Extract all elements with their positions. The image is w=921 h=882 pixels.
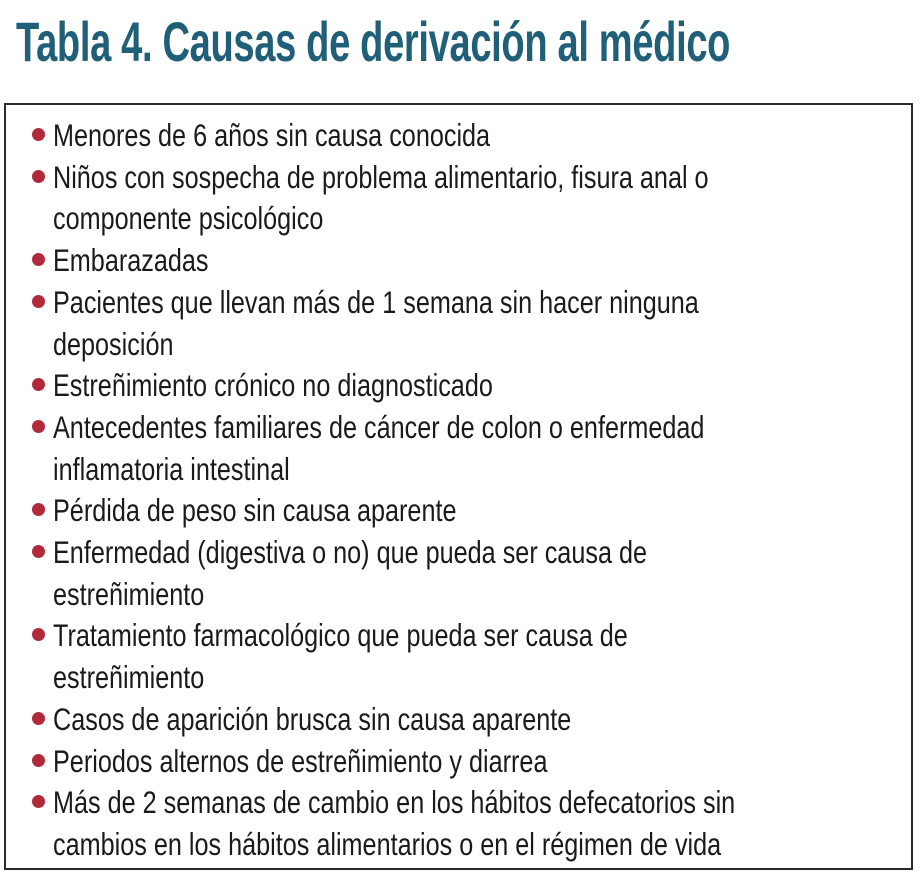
list-item [30, 532, 921, 615]
list-item-line: Periodos alternos de estreñimiento y diarrea [53, 742, 548, 779]
bullet-icon [32, 754, 45, 767]
bullet-icon [32, 712, 45, 725]
list-item [30, 615, 921, 698]
list-item-line: Menores de 6 años sin causa conocida [53, 117, 491, 153]
list-item-line: componente psicológico [53, 200, 324, 237]
list-item-line: Embarazadas [53, 242, 209, 279]
list-item-line: deposición [53, 325, 174, 362]
list-item-line: Casos de aparición brusca sin causa aparente [53, 700, 572, 737]
list-item-line: inflamatoria intestinal [53, 450, 290, 487]
list-item-text [53, 532, 893, 615]
bullet-icon [32, 503, 45, 516]
list-item-text [53, 115, 893, 157]
bullet-icon [32, 295, 45, 308]
list-item-line: estreñimiento [53, 575, 205, 612]
bullet-icon [32, 253, 45, 266]
list-item-line: Pérdida de peso sin causa aparente [53, 492, 457, 529]
list-item [30, 157, 921, 240]
list-item-line: cambios en los hábitos alimentarios o en el régimen de vida [53, 825, 722, 862]
table-box [4, 103, 913, 870]
bullet-icon [32, 170, 45, 183]
list-item-line: estreñimiento [53, 659, 205, 696]
causes-list [30, 115, 921, 866]
bullet-icon [32, 420, 45, 433]
list-item-line: Tratamiento farmacológico que pueda ser causa de [53, 617, 628, 654]
list-item-line: Estreñimiento crónico no diagnosticado [53, 367, 493, 404]
list-item-text [53, 741, 893, 783]
list-item [30, 699, 921, 741]
list-item-text [53, 490, 893, 532]
list-item-text [53, 699, 893, 741]
list-item-text [53, 782, 893, 865]
list-item [30, 782, 921, 865]
list-item-text [53, 157, 893, 240]
list-item-line: Pacientes que llevan más de 1 semana sin hacer ninguna [53, 283, 699, 320]
list-item-text [53, 282, 893, 365]
bullet-icon [32, 128, 45, 141]
bullet-icon [32, 545, 45, 558]
bullet-icon [32, 628, 45, 641]
list-item-text [53, 407, 893, 490]
list-item-line: Antecedentes familiares de cáncer de colon o enfermedad [53, 408, 705, 445]
list-item-text [53, 365, 893, 407]
list-item-line: Niños con sospecha de problema alimentario, fisura anal o [53, 158, 709, 195]
list-item [30, 365, 921, 407]
list-item [30, 240, 921, 282]
list-item-text [53, 615, 893, 698]
list-item [30, 115, 921, 157]
list-item [30, 282, 921, 365]
list-item-line: Enfermedad (digestiva o no) que pueda ser causa de [53, 534, 647, 571]
list-item-line: Más de 2 semanas de cambio en los hábitos defecatorios sin [53, 784, 736, 821]
bullet-icon [32, 378, 45, 391]
list-item [30, 407, 921, 490]
list-item [30, 490, 921, 532]
list-item [30, 741, 921, 783]
bullet-icon [32, 795, 45, 808]
table-title: Tabla 4. Causas de derivación al médico [16, 10, 731, 73]
list-item-text [53, 240, 893, 282]
